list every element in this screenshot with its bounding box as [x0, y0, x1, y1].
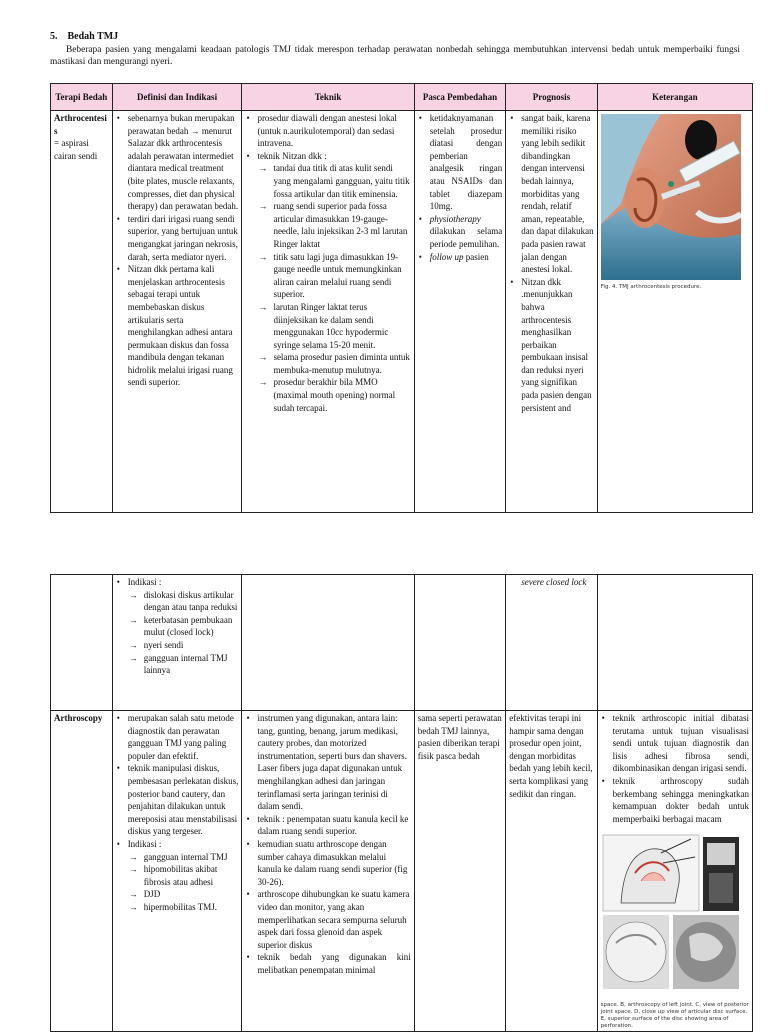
- table-header-row: [51, 84, 753, 111]
- list-item: → nyeri sendi: [116, 639, 239, 652]
- cell-terapi: [51, 111, 113, 513]
- cell-keterangan: [597, 575, 752, 711]
- list-item: • terdiri dari irigasi ruang sendi superior, yang bertujuan untuk mengangkat jaringan nekrosis, darah, serta mediator nyeri.: [116, 213, 239, 263]
- emphasis-text: physiotherapy: [429, 213, 481, 224]
- cell-keterangan: [597, 111, 752, 513]
- header-definisi: Definisi dan Indikasi: [112, 84, 242, 111]
- cell-definisi: [112, 711, 242, 1032]
- list-item: [418, 251, 502, 264]
- cell-definisi: [112, 111, 242, 513]
- list-item: • instrumen yang digunakan, antara lain: tang, gunting, benang, jarum medikasi, cautery probes, dan motorized instrumentation, seperti burs dan shavers. Laser fibers juga dapat digunakan untuk menghilangkan adhesi dan jaringan terinflamasi serta jaringan terinisi di dalam sendi.: [245, 712, 410, 813]
- section-title: 5. Bedah TMJ: [50, 31, 119, 42]
- list-item: • teknik Nitzan dkk :: [245, 150, 410, 163]
- surgery-table-part-2: [50, 574, 753, 1032]
- header-teknik: Teknik: [242, 84, 414, 111]
- list-item: → ruang sendi superior pada fossa articular dimasukkan 19-gauge-needle, lalu injeksikan 2-3 ml larutan Ringer laktat: [245, 200, 410, 250]
- cell-prognosis: [506, 711, 597, 1032]
- list-item: → larutan Ringer laktat terus diinjeksikan ke dalam sendi menggunakan 10cc hypodermic syringe selama 15-20 menit.: [245, 301, 410, 351]
- figure-caption: space. B, arthroscopy of left joint. C, view of posterior joint space. D, close up view of articular disc surface. E, superior surface of the disc showing area of perforation.: [600, 1002, 749, 1030]
- list-item: → hipermobilitas TMJ.: [116, 901, 239, 914]
- list-item: • teknik arthroscopic initial dibatasi terutama untuk tujuan visualisasi sendi untuk tujuan diagnostik dan lisis adhesi fibrosa sendi, dikombinasikan dengan irigasi sendi.: [601, 712, 749, 775]
- cell-prognosis: [506, 575, 597, 711]
- prognosis-continuation: severe closed lock: [521, 577, 587, 587]
- list-item: • Nitzan dkk .menunjukkan bahwa arthrocentesis menghasilkan perbaikan pembukaan insisal dan reduksi nyeri yang signifikan pada pasien dengan persistent and: [509, 276, 593, 415]
- list-item: • teknik bedah yang digunakan kini melibatkan penempatan minimal: [245, 951, 410, 976]
- list-item: → gangguan internal TMJ lainnya: [116, 652, 239, 677]
- arthrocentesis-photo: [601, 114, 741, 280]
- header-keterangan: Keterangan: [597, 84, 752, 111]
- list-item: → keterbatasan pembukaan mulut (closed lock): [116, 614, 239, 639]
- pasca-text: sama seperti perawatan bedah TMJ lainnya, pasien diberikan terapi fisik pasca bedah: [417, 713, 502, 761]
- arthroscopy-figure-svg: [601, 833, 741, 1001]
- list-item: • merupakan salah satu metode diagnostik dan perawatan gangguan TMJ yang paling populer dan efektif.: [116, 712, 239, 762]
- cell-pasca: [414, 111, 505, 513]
- cell-terapi: [51, 711, 113, 1032]
- cell-prognosis: [506, 111, 597, 513]
- list-item: • arthroscope dihubungkan ke suatu kamera video dan monitor, yang akan memperlihatkan secara sempurna seluruh aspek dari fossa glenoid dan aspek superior diskus: [245, 888, 410, 951]
- list-item: → DJD: [116, 888, 239, 901]
- surgery-table-part-1: [50, 83, 753, 513]
- emphasis-text: follow up: [429, 251, 464, 262]
- figure-caption: Fig. 4. TMJ arthrocentesis procedure.: [600, 284, 702, 290]
- cell-pasca: [414, 711, 505, 1032]
- list-item: • Indikasi :: [116, 576, 239, 589]
- cell-teknik: [242, 575, 414, 711]
- list-item: → selama prosedur pasien diminta untuk membuka-menutup mulutnya.: [245, 351, 410, 376]
- cell-teknik: [242, 111, 414, 513]
- therapy-subtitle: = aspirasi cairan sendi: [54, 138, 98, 161]
- prognosis-text: efektivitas terapi ini hampir sama dengan prosedur open joint, dengan morbiditas bedah yang lebih kecil, serta komplikasi yang sedikit dan ringan.: [509, 713, 593, 799]
- list-item: • teknik manipulasi diskus, pembesasan perlekatan diskus, posterior band cautery, dan penjahitan dilakukan untuk mereposisi atau menstabilisasi diskus yang tergeser.: [116, 762, 239, 838]
- list-item: • sebenarnya bukan merupakan perawatan bedah → menurut Salazar dkk arthrocentesis adalah perawatan intermediet diantara medical treatment (bite plates, muscle relaxants, compresses, diet dan physical therapy) dan perawatan bedah.: [116, 112, 239, 213]
- arthrocentesis-photo-svg: [601, 114, 741, 280]
- list-item: • prosedur diawali dengan anestesi lokal (untuk n.aurikulotemporal) dan sedasi intravena.: [245, 112, 410, 150]
- list-item: • kemudian suatu arthroscope dengan sumber cahaya dimasukkan melalui kanula ke dalam ruang sendi superior (fig 30-26).: [245, 838, 410, 888]
- header-pasca: Pasca Pembedahan: [414, 84, 505, 111]
- therapy-name: Arthrocentesis: [54, 113, 107, 136]
- header-terapi-bedah: Terapi Bedah: [51, 84, 113, 111]
- list-item: → hipomobilitas akibat fibrosis atau adhesi: [116, 863, 239, 888]
- list-item: [418, 213, 502, 251]
- cell-terapi: [51, 575, 113, 711]
- table-row-arthroscopy: [51, 711, 753, 1032]
- cell-keterangan: [597, 711, 752, 1032]
- list-item: • Nitzan dkk pertama kali menjelaskan arthrocentesis sebagai terapi untuk membebaskan diskus artikularis serta menghilangkan adhesi antara permukaan diskus dan fossa mandibula dengan tekanan hidrolik melalui irigasi ruang sendi superior.: [116, 263, 239, 389]
- list-item: → dislokasi diskus artikular dengan atau tanpa reduksi: [116, 589, 239, 614]
- cell-pasca: [414, 575, 505, 711]
- therapy-name: Arthroscopy: [54, 713, 103, 723]
- list-item: • ketidaknyamanan setelah prosedur diatasi dengan pemberian analgesik ringan atau NSAIDs dan tablet diazepam 10mg.: [418, 112, 502, 213]
- list-item: • Indikasi :: [116, 838, 239, 851]
- section-intro: Beberapa pasien yang mengalami keadaan patologis TMJ tidak merespon terhadap perawatan nonbedah sehingga membutuhkan intervensi bedah untuk memperbaiki fungsi mastikasi dan mengurangi nyeri.: [50, 45, 740, 67]
- list-item-text: dilakukan selama periode pemulihan.: [429, 226, 503, 249]
- header-prognosis: Prognosis: [506, 84, 597, 111]
- list-item: → tandai dua titik di atas kulit sendi yang mengalami gangguan, yaitu titik fossa artikular dan titik eminensia.: [245, 162, 410, 200]
- table-row-arthrocentesis-cont: [51, 575, 753, 711]
- list-item: • teknik arthroscopy sudah berkembang sehingga meningkatkan kemampuan dokter bedah untuk memperbaiki berbagai macam: [601, 775, 749, 825]
- list-item: → gangguan internal TMJ: [116, 851, 239, 864]
- list-item: → titik satu lagi juga dimasukkan 19-gauge needle untuk memungkinkan aliran cairan melalui ruang sendi superior.: [245, 251, 410, 301]
- list-item: → prosedur berakhir bila MMO (maximal mouth opening) normal sudah tercapai.: [245, 376, 410, 414]
- table-row-arthrocentesis: [51, 111, 753, 513]
- cell-definisi: [112, 575, 242, 711]
- cell-teknik: [242, 711, 414, 1032]
- list-item-text: pasien: [463, 251, 489, 262]
- list-item: • teknik : penempatan suatu kanula kecil ke dalam ruang sendi superior.: [245, 813, 410, 838]
- list-item: • sangat baik, karena memiliki risiko yang lebih sedikit dibandingkan dengan intervensi bedah lainnya, morbiditas yang rendah, relatif aman, repeatable, dan dapat dilakukan pada pasien rawat jalan dengan anestesi lokal.: [509, 112, 593, 276]
- arthroscopy-figure: [601, 833, 741, 1001]
